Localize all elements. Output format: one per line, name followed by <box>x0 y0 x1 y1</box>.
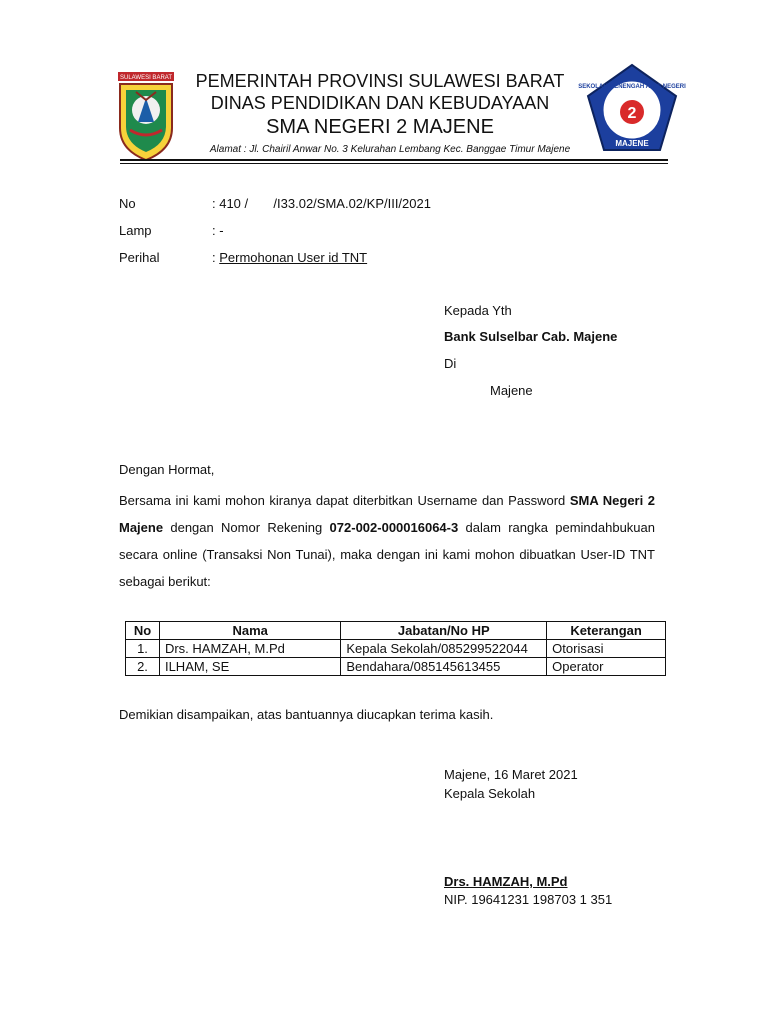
table-cell-no: 1. <box>126 640 160 658</box>
body-paragraph <box>119 487 655 595</box>
table-cell-keterangan: Operator <box>547 658 666 676</box>
greeting: Dengan Hormat, <box>119 462 215 477</box>
table-header-row <box>126 622 666 640</box>
school-emblem <box>578 62 686 154</box>
letterhead-title <box>180 70 580 140</box>
recipient-line-1: Kepada Yth <box>444 303 512 318</box>
table-header-jabatan: Jabatan/No HP <box>341 622 547 640</box>
recipient-line-3: Di <box>444 356 457 371</box>
signature-name: Drs. HAMZAH, M.Pd <box>444 874 568 889</box>
no-label: No <box>119 196 136 211</box>
recipient-line-2: Bank Sulselbar Cab. Majene <box>444 329 618 344</box>
letterhead-line-1: PEMERINTAH PROVINSI SULAWESI BARAT <box>195 71 565 91</box>
letterhead-line-2: DINAS PENDIDIKAN DAN KEBUDAYAAN <box>210 93 550 113</box>
table-cell-nama: ILHAM, SE <box>159 658 340 676</box>
lamp-value: : - <box>212 223 224 238</box>
body-account-number: 072-002-000016064-3 <box>329 520 459 535</box>
user-table <box>125 621 666 676</box>
table-cell-nama: Drs. HAMZAH, M.Pd <box>159 640 340 658</box>
table-cell-no: 2. <box>126 658 160 676</box>
letterhead-rule-thin <box>120 163 668 164</box>
perihal-colon: : <box>212 250 220 265</box>
letterhead-line-3: SMA NEGERI 2 MAJENE <box>266 116 494 138</box>
table-cell-jabatan: Bendahara/085145613455 <box>341 658 547 676</box>
emblem-banner-text: SULAWESI BARAT <box>119 75 173 81</box>
signature-nip: NIP. 19641231 198703 1 351 <box>444 892 613 907</box>
table-header-nama: Nama <box>159 622 340 640</box>
signature-title: Kepala Sekolah <box>444 786 536 801</box>
no-value: : 410 / /I33.02/SMA.02/KP/III/2021 <box>212 196 431 211</box>
recipient-line-4: Majene <box>490 383 533 398</box>
table-cell-jabatan: Kepala Sekolah/085299522044 <box>341 640 547 658</box>
perihal-field <box>212 250 367 265</box>
table-row <box>126 640 666 658</box>
emblem-arc-text: SEKOLAH MENENGAH ATAS NEGERI <box>578 84 686 90</box>
closing-sentence: Demikian disampaikan, atas bantuannya diucapkan terima kasih. <box>119 707 494 722</box>
perihal-label: Perihal <box>119 250 160 265</box>
table-cell-keterangan: Otorisasi <box>547 640 666 658</box>
table-row <box>126 658 666 676</box>
table-header-no: No <box>126 622 160 640</box>
perihal-value: Permohonan User id TNT <box>219 250 368 265</box>
letterhead-rule-thick <box>120 159 668 161</box>
letterhead-address: Alamat : Jl. Chairil Anwar No. 3 Kelurahan Lembang Kec. Banggae Timur Majene <box>209 144 571 155</box>
signature-place-date: Majene, 16 Maret 2021 <box>444 767 578 782</box>
table-header-keterangan: Keterangan <box>547 622 666 640</box>
body-text-2: dengan Nomor Rekening <box>163 520 330 535</box>
body-school-name: SMA Negeri 2 Majene <box>119 493 655 535</box>
body-text-3: dalam rangka pemindahbukuan secara online (Transaksi Non Tunai), maka dengan ini kami mohon dibuatkan User-ID TNT sebagai berikut: <box>119 520 655 589</box>
body-text-1: Bersama ini kami mohon kiranya dapat diterbitkan Username dan Password <box>119 493 570 508</box>
emblem-bottom-text: MAJENE <box>615 139 649 148</box>
emblem-number: 2 <box>627 105 637 122</box>
lamp-label: Lamp <box>119 223 152 238</box>
